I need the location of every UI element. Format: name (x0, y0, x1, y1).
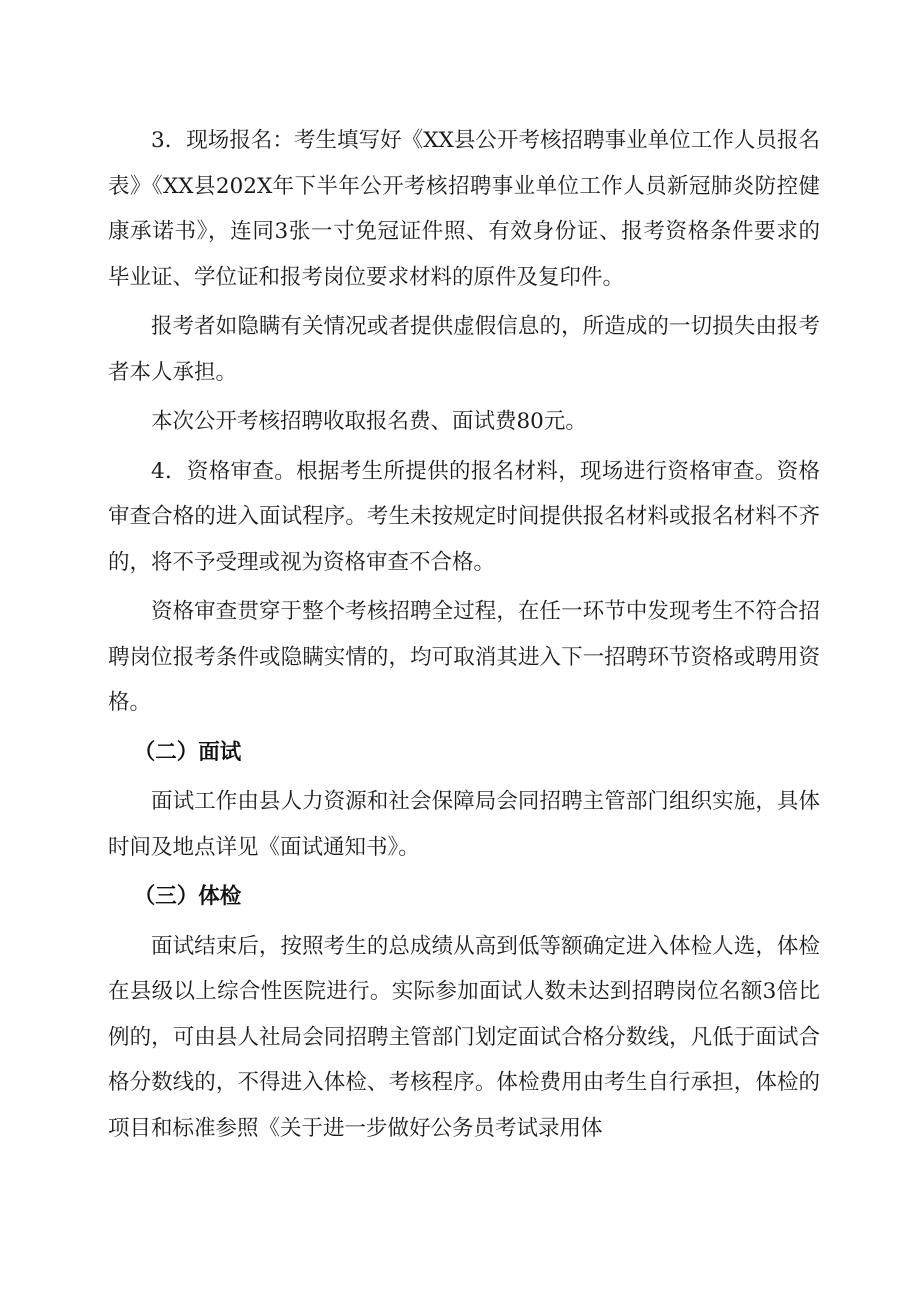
paragraph-physical-exam-details: 面试结束后，按照考生的总成绩从高到低等额确定进入体检人选，体检在县级以上综合性医院进行。实际参加面试人数未达到招聘岗位名额3倍比例的，可由县人社局会同招聘主管部门划定面试合格分数线，凡低于面试合格分数线的，不得进入体检、考核程序。体检费用由考生自行承担，体检的项目和标准参照《关于进一步做好公务员考试录用体 (108, 933, 820, 1141)
paragraph-false-info-liability: 报考者如隐瞒有关情况或者提供虚假信息的，所造成的一切损失由报考者本人承担。 (108, 314, 820, 385)
paragraph-registration-fee: 本次公开考核招聘收取报名费、面试费80元。 (151, 409, 587, 434)
paragraph-onsite-registration: 3．现场报名：考生填写好《XX县公开考核招聘事业单位工作人员报名表》《XX县202X年下半年公开考核招聘事业单位工作人员新冠肺炎防控健康承诺书》，连同3张一寸免冠证件照、有效身份证、报考资格条件要求的毕业证、学位证和报考岗位要求材料的原件及复印件。 (108, 128, 820, 290)
heading-interview: （二）面试 (133, 739, 242, 765)
document-page (108, 118, 820, 1155)
paragraph-review-throughout: 资格审查贯穿于整个考核招聘全过程，在任一环节中发现考生不符合招聘岗位报考条件或隐瞒实情的，均可取消其进入下一招聘环节资格或聘用资格。 (108, 599, 820, 715)
paragraph-qualification-review: 4．资格审查。根据考生所提供的报名材料，现场进行资格审查。资格审查合格的进入面试程序。考生未按规定时间提供报名材料或报名材料不齐的，将不予受理或视为资格审查不合格。 (108, 458, 820, 575)
paragraph-interview-details: 面试工作由县人力资源和社会保障局会同招聘主管部门组织实施，具体时间及地点详见《面试通知书》。 (108, 789, 820, 860)
heading-physical-exam: （三）体检 (133, 884, 242, 909)
